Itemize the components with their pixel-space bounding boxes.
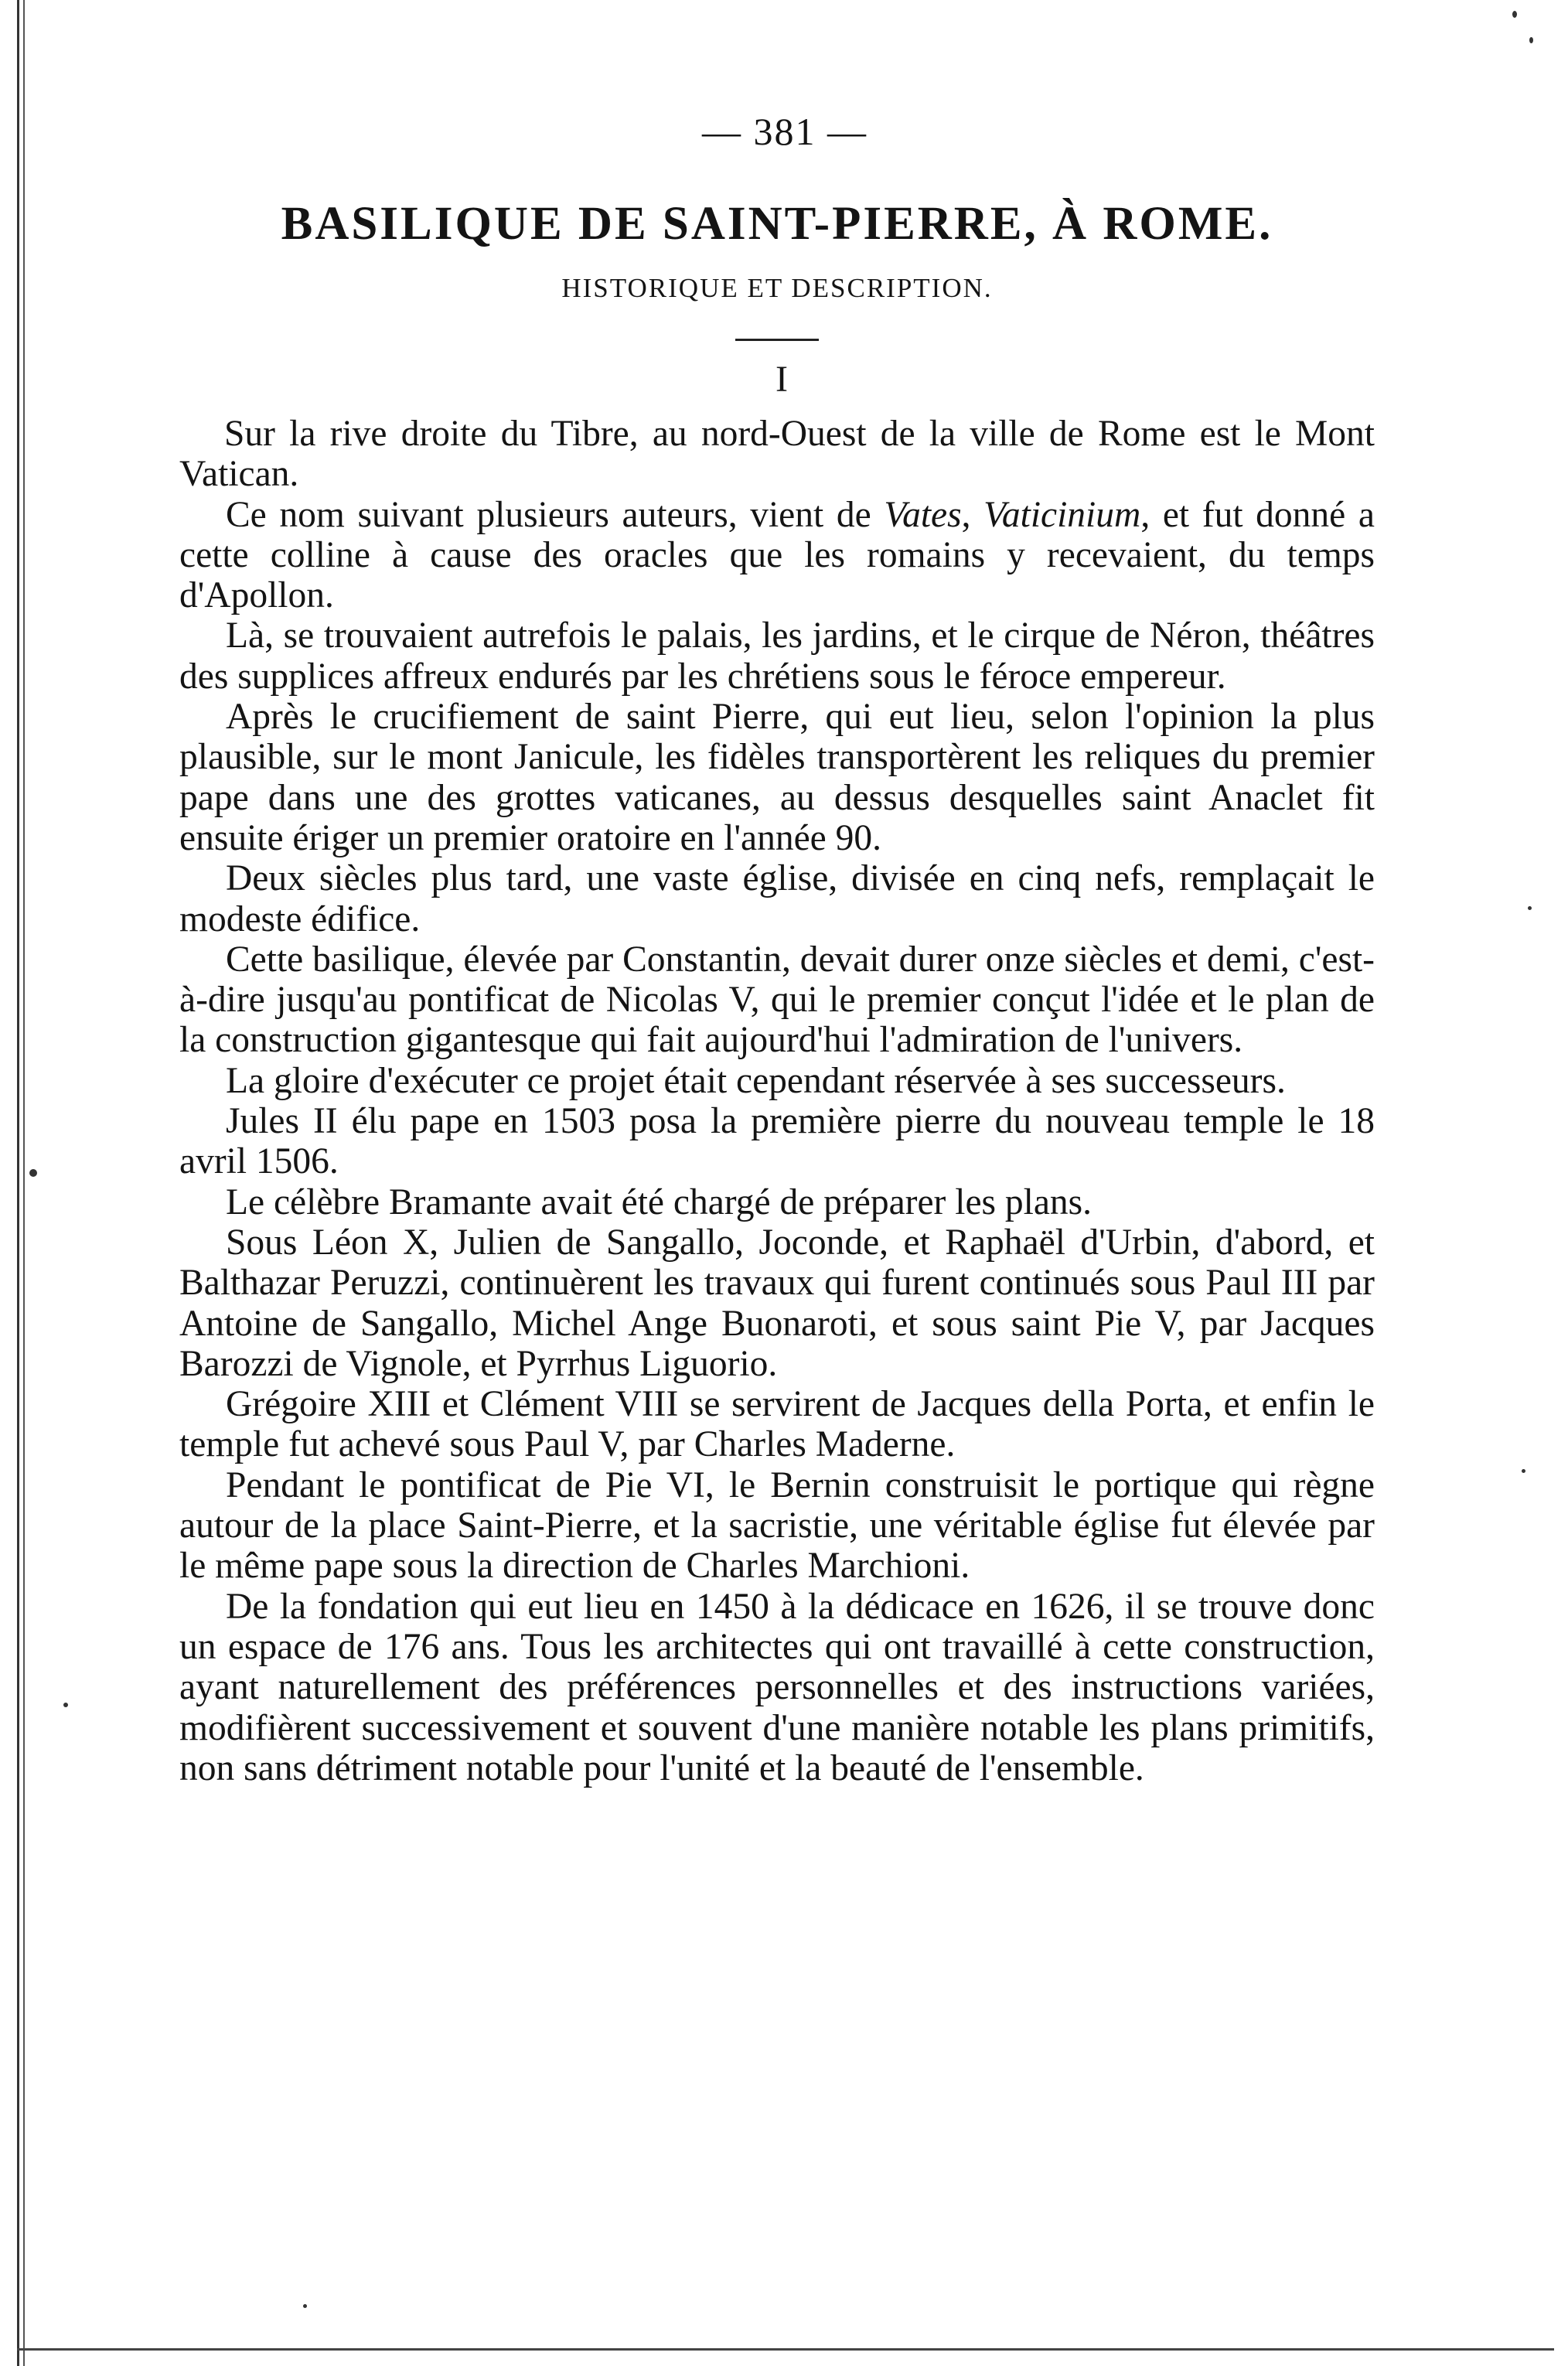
italic-term: Vaticinium	[983, 494, 1141, 535]
paragraph: Sur la rive droite du Tibre, au nord-Ouest de la ville de Rome est le Mont Vatican.	[179, 414, 1375, 495]
page-border-left	[17, 0, 25, 2366]
page-number: — 381 —	[702, 110, 868, 153]
title-divider	[735, 339, 819, 341]
paragraph: Grégoire XIII et Clément VIII se servirent de Jacques della Porta, et enfin le temple fut achevé sous Paul V, par Charles Maderne.	[179, 1384, 1375, 1465]
paragraph: Sous Léon X, Julien de Sangallo, Joconde, et Raphaël d'Urbin, d'abord, et Balthazar Peruzzi, continuèrent les travaux qui furent continués sous Paul III par Antoine de Sangallo, Michel Ange Buonaroti, et sous saint Pie V, par Jacques Barozzi de Vignole, et Pyrrhus Liguorio.	[179, 1222, 1375, 1384]
paragraph	[179, 495, 1375, 616]
print-speck	[1528, 906, 1532, 910]
paragraph: De la fondation qui eut lieu en 1450 à la dédicace en 1626, il se trouve donc un espace de 176 ans. Tous les architectes qui ont travaillé à cette construction, ayant naturellement des préférences personnelles et des instructions variées, modifièrent successivement et souvent d'une manière notable les plans primitifs, non sans détriment notable pour l'unité et la beauté de l'ensemble.	[179, 1586, 1375, 1788]
page-content	[179, 108, 1375, 1788]
print-speck	[29, 1169, 37, 1177]
print-speck	[1522, 1469, 1525, 1473]
paragraph-text: ,	[961, 494, 984, 535]
paragraph: Après le crucifiement de saint Pierre, qui eut lieu, selon l'opinion la plus plausible, sur le mont Janicule, les fidèles transportèrent les reliques du premier pape dans une des grottes vaticanes, au dessus desquelles saint Anaclet fit ensuite ériger un premier oratoire en l'année 90.	[179, 697, 1375, 858]
paragraph-text: Ce nom suivant plusieurs auteurs, vient de	[226, 494, 885, 535]
paragraph: Jules II élu pape en 1503 posa la première pierre du nouveau temple le 18 avril 1506.	[179, 1101, 1375, 1182]
page-border-bottom	[17, 2348, 1554, 2351]
paragraph: La gloire d'exécuter ce projet était cependant réservée à ses successeurs.	[226, 1060, 1286, 1101]
paragraph: Là, se trouvaient autrefois le palais, les jardins, et le cirque de Néron, théâtres des supplices affreux endurés par les chrétiens sous le féroce empereur.	[179, 615, 1375, 697]
italic-term: Vates	[884, 494, 962, 535]
paragraph: Cette basilique, élevée par Constantin, devait durer onze siècles et demi, c'est-à-dire jusqu'au pontificat de Nicolas V, qui le premier conçut l'idée et le plan de la construction gigantesque qui fait aujourd'hui l'admiration de l'univers.	[179, 939, 1375, 1061]
print-speck	[303, 2304, 307, 2308]
page-subtitle: HISTORIQUE ET DESCRIPTION.	[561, 273, 993, 303]
paragraph: Le célèbre Bramante avait été chargé de préparer les plans.	[226, 1181, 1092, 1222]
print-speck	[63, 1703, 68, 1707]
paragraph-text: , et fut donné a cette colline à cause des oracles que les romains y recevaient, du temps d'Apollon.	[179, 494, 1375, 616]
print-speck	[1512, 11, 1517, 18]
print-speck	[1529, 37, 1533, 43]
paragraph: Pendant le pontificat de Pie VI, le Bernin construisit le portique qui règne autour de la place Saint-Pierre, et la sacristie, une véritable église fut élevée par le même pape sous la direction de Charles Marchioni.	[179, 1464, 1375, 1587]
page-title: BASILIQUE DE SAINT-PIERRE, À ROME.	[281, 198, 1273, 250]
paragraph: Deux siècles plus tard, une vaste église, divisée en cinq nefs, remplaçait le modeste édifice.	[179, 858, 1375, 939]
section-number: I	[775, 359, 788, 400]
body-text	[179, 414, 1375, 1788]
